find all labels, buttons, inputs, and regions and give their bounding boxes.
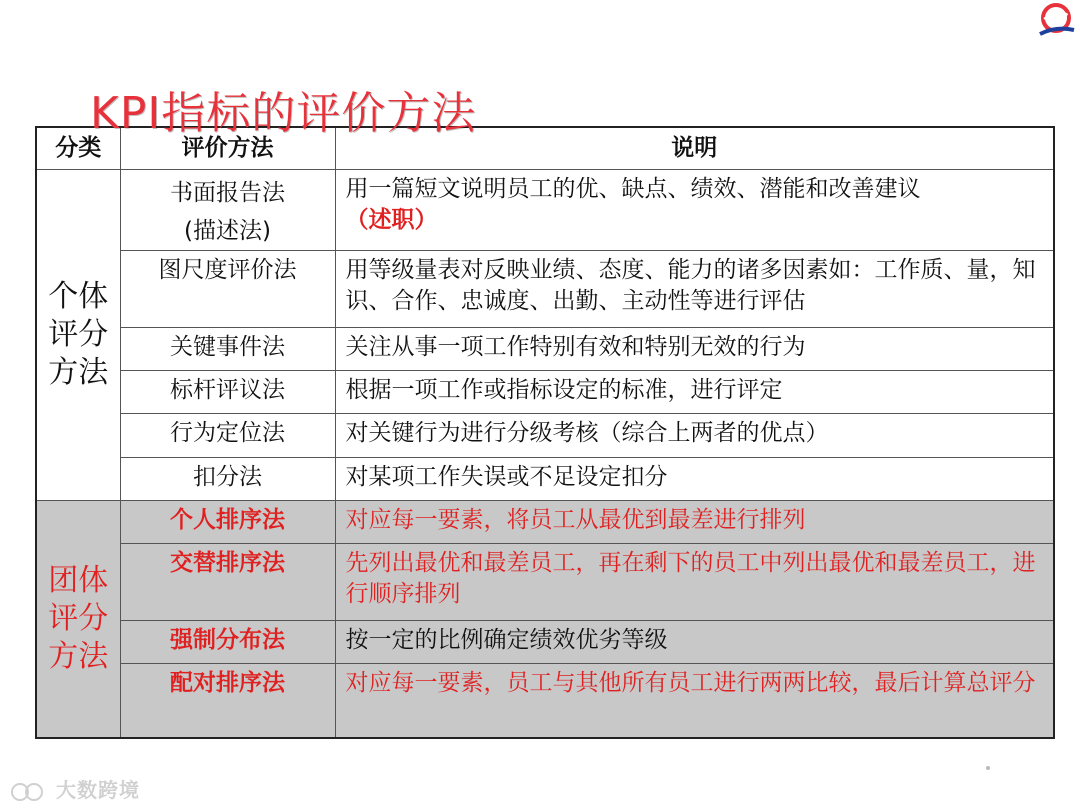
description-cell <box>335 663 1054 738</box>
description-text: 先列出最优和最差员工，再在剩下的员工中列出最优和最差员工，进行顺序排列 <box>345 549 1036 607</box>
table-row <box>36 620 1054 663</box>
method-cell <box>120 413 335 457</box>
method-cell <box>120 620 335 663</box>
description-cell <box>335 169 1054 250</box>
method-label: 扣分法 <box>193 463 262 490</box>
method-label: 个人排序法 <box>170 506 285 533</box>
description-text: 用等级量表对反映业绩、态度、能力的诸多因素如：工作质、量，知识、合作、忠诚度、出勤、主动性等进行评估 <box>345 256 1036 314</box>
category-label: 个体 评分 方法 <box>48 278 109 390</box>
table-row <box>36 169 1054 250</box>
description-text: 根据一项工作或指标设定的标准，进行评定 <box>345 376 783 403</box>
method-cell <box>120 500 335 543</box>
description-cell <box>335 500 1054 543</box>
page-marker <box>986 766 990 770</box>
description-cell <box>335 250 1054 327</box>
description-text: 对某项工作失误或不足设定扣分 <box>345 463 668 490</box>
method-label: 关键事件法 <box>170 333 285 360</box>
header-category: 分类 <box>36 127 120 169</box>
table-row <box>36 457 1054 500</box>
description-text: 关注从事一项工作特别有效和特别无效的行为 <box>345 333 806 360</box>
page-title: KPI指标的评价方法 <box>90 88 477 139</box>
description-cell <box>335 327 1054 370</box>
method-cell <box>120 457 335 500</box>
description-cell <box>335 620 1054 663</box>
method-cell <box>120 327 335 370</box>
table-row <box>36 543 1054 620</box>
method-cell <box>120 543 335 620</box>
method-label: 行为定位法 <box>170 419 285 446</box>
header-method: 评价方法 <box>120 127 335 169</box>
table-row <box>36 500 1054 543</box>
method-label: 书面报告法 (描述法) <box>170 179 285 244</box>
method-label: 标杆评议法 <box>170 376 285 403</box>
description-cell <box>335 457 1054 500</box>
company-logo-icon <box>1036 0 1076 40</box>
table-row <box>36 327 1054 370</box>
description-cell <box>335 413 1054 457</box>
method-cell <box>120 169 335 250</box>
description-cell <box>335 543 1054 620</box>
method-label: 交替排序法 <box>170 549 285 576</box>
method-label: 强制分布法 <box>170 626 285 653</box>
evaluation-methods-table <box>35 126 1055 739</box>
description-text: 按一定的比例确定绩效优劣等级 <box>345 626 668 653</box>
table-row <box>36 250 1054 327</box>
description-cell <box>335 370 1054 413</box>
method-label: 配对排序法 <box>170 669 285 696</box>
header-description: 说明 <box>335 127 1054 169</box>
description-text: 对应每一要素，员工与其他所有员工进行两两比较，最后计算总评分 <box>345 669 1036 696</box>
description-text: 对关键行为进行分级考核（综合上两者的优点） <box>345 419 829 446</box>
table-row <box>36 413 1054 457</box>
method-cell <box>120 663 335 738</box>
table-row <box>36 663 1054 738</box>
category-cell <box>36 169 120 500</box>
watermark <box>8 774 140 804</box>
method-cell <box>120 370 335 413</box>
method-cell <box>120 250 335 327</box>
category-cell <box>36 500 120 738</box>
description-text: 用一篇短文说明员工的优、缺点、绩效、潜能和改善建议 <box>345 175 921 202</box>
category-label: 团体 评分 方法 <box>48 562 109 674</box>
description-text: 对应每一要素，将员工从最优到最差进行排列 <box>345 506 806 533</box>
table-row <box>36 370 1054 413</box>
method-label: 图尺度评价法 <box>158 256 297 283</box>
watermark-logo-icon <box>8 780 48 804</box>
watermark-text: 大数跨境 <box>55 778 140 802</box>
description-note: （述职） <box>345 206 438 233</box>
